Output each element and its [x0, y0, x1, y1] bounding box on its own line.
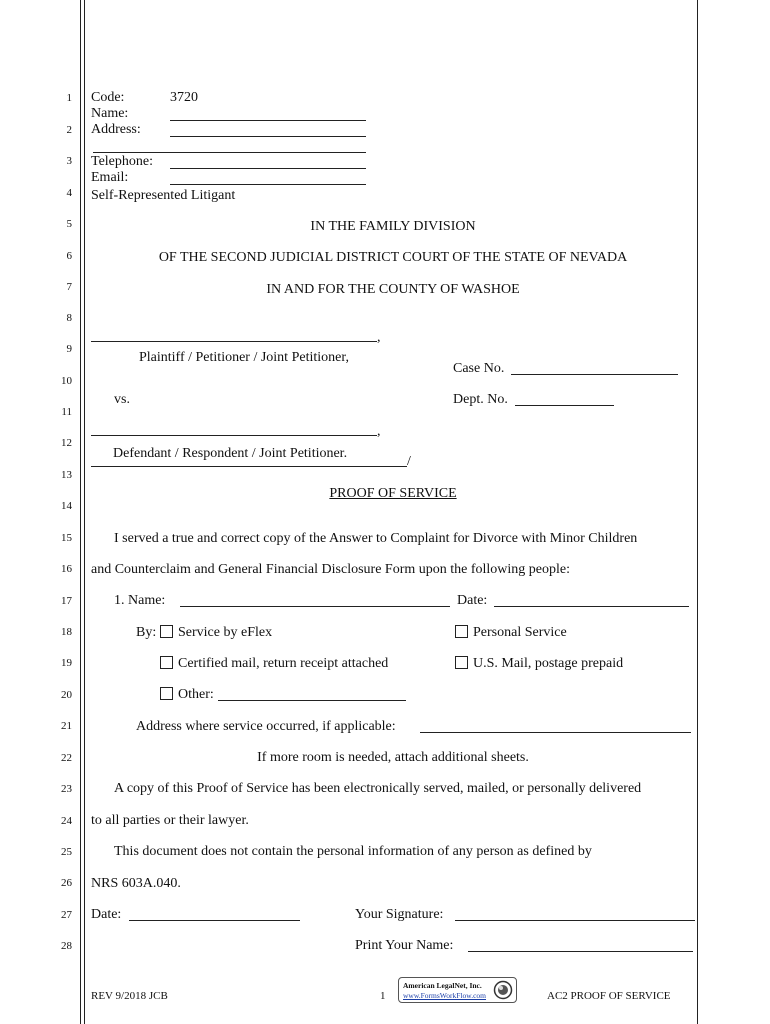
revision-label: REV 9/2018 JCB	[91, 990, 168, 1002]
case-no-label: Case No.	[453, 361, 505, 376]
personal-service-label: Personal Service	[473, 625, 567, 640]
line-number: 2	[66, 124, 72, 136]
line-number: 4	[66, 187, 72, 199]
line-number: 3	[66, 155, 72, 167]
document-title: PROOF OF SERVICE	[329, 486, 457, 501]
print-name-field[interactable]	[468, 951, 693, 952]
line-number: 9	[66, 343, 72, 355]
line-number: 18	[61, 626, 72, 638]
name-label: Name:	[91, 106, 129, 121]
telephone-field[interactable]	[170, 168, 366, 169]
dept-no-label: Dept. No.	[453, 392, 508, 407]
line-number: 14	[61, 500, 72, 512]
delivery-statement-line-1: A copy of this Proof of Service has been electronically served, mailed, or personally delivered	[114, 781, 642, 796]
line-number: 26	[61, 877, 72, 889]
vs-label: vs.	[114, 392, 130, 407]
page-number: 1	[380, 990, 386, 1002]
other-checkbox[interactable]	[160, 687, 173, 700]
service-address-label: Address where service occurred, if applicable:	[136, 719, 396, 734]
certified-mail-label: Certified mail, return receipt attached	[178, 656, 389, 671]
line-number: 28	[61, 940, 72, 952]
publisher-link[interactable]: www.FormsWorkFlow.com	[403, 991, 487, 1000]
address-field[interactable]	[170, 136, 366, 137]
form-name: AC2 PROOF OF SERVICE	[547, 990, 671, 1002]
line-number: 23	[61, 783, 72, 795]
service-statement-line-2: and Counterclaim and General Financial Disclosure Form upon the following people:	[91, 562, 570, 577]
certified-mail-checkbox[interactable]	[160, 656, 173, 669]
email-label: Email:	[91, 170, 129, 185]
line-number: 6	[66, 250, 72, 262]
line-number: 16	[61, 563, 72, 575]
publisher-emblem-icon	[493, 980, 513, 1000]
more-room-note: If more room is needed, attach additional sheets.	[257, 750, 529, 765]
publisher-logo	[398, 977, 517, 1003]
caption-closing-slash: /	[407, 454, 411, 469]
plaintiff-name-field[interactable]	[91, 341, 377, 342]
delivery-statement-line-2: to all parties or their lawyer.	[91, 813, 249, 828]
us-mail-checkbox[interactable]	[455, 656, 468, 669]
other-label: Other:	[178, 687, 214, 702]
address-label: Address:	[91, 122, 141, 137]
line-number: 20	[61, 689, 72, 701]
defendant-label: Defendant / Respondent / Joint Petitioner.	[113, 446, 348, 461]
served-date-field[interactable]	[494, 606, 689, 607]
us-mail-label: U.S. Mail, postage prepaid	[473, 656, 624, 671]
telephone-label: Telephone:	[91, 154, 153, 169]
name-field[interactable]	[170, 120, 366, 121]
signature-date-field[interactable]	[129, 920, 300, 921]
eflex-checkbox[interactable]	[160, 625, 173, 638]
signature-field[interactable]	[455, 920, 695, 921]
plaintiff-label: Plaintiff / Petitioner / Joint Petitioner,	[139, 350, 349, 365]
line-number: 21	[61, 720, 72, 732]
line-number: 5	[66, 218, 72, 230]
code-value: 3720	[170, 90, 198, 105]
line-number: 13	[61, 469, 72, 481]
case-no-field[interactable]	[511, 374, 678, 375]
eflex-label: Service by eFlex	[178, 625, 273, 640]
court-county: IN AND FOR THE COUNTY OF WASHOE	[266, 282, 520, 297]
service-statement-line-1: I served a true and correct copy of the Answer to Complaint for Divorce with Minor Children	[114, 531, 638, 546]
left-margin-rule-2	[84, 0, 85, 1024]
address-field-line-2[interactable]	[93, 152, 366, 153]
line-number: 24	[61, 815, 72, 827]
code-label: Code:	[91, 90, 125, 105]
left-margin-rule-1	[80, 0, 81, 1024]
right-margin-rule	[697, 0, 698, 1024]
line-number: 17	[61, 595, 72, 607]
caption-comma: ,	[377, 330, 381, 345]
print-name-label: Print Your Name:	[355, 938, 454, 953]
line-number: 22	[61, 752, 72, 764]
served-name-field[interactable]	[180, 606, 450, 607]
privacy-statement-line-1: This document does not contain the personal information of any person as defined by	[114, 844, 592, 859]
personal-service-checkbox[interactable]	[455, 625, 468, 638]
line-number: 7	[66, 281, 72, 293]
court-name: OF THE SECOND JUDICIAL DISTRICT COURT OF THE STATE OF NEVADA	[158, 250, 628, 265]
line-number: 25	[61, 846, 72, 858]
signature-date-label: Date:	[91, 907, 122, 922]
line-number: 11	[61, 406, 72, 418]
defendant-name-field[interactable]	[91, 435, 377, 436]
by-label: By:	[136, 625, 157, 640]
line-number: 27	[61, 909, 72, 921]
caption-comma: ,	[377, 424, 381, 439]
served-name-label: 1. Name:	[114, 593, 166, 608]
dept-no-field[interactable]	[515, 405, 614, 406]
other-field[interactable]	[218, 700, 406, 701]
served-date-label: Date:	[457, 593, 488, 608]
litigant-label: Self-Represented Litigant	[91, 188, 236, 203]
line-number: 12	[61, 437, 72, 449]
line-number: 10	[61, 375, 72, 387]
court-division: IN THE FAMILY DIVISION	[310, 219, 476, 234]
service-address-field[interactable]	[420, 732, 691, 733]
publisher-name: American LegalNet, Inc.	[403, 981, 482, 990]
caption-closing-line	[91, 466, 407, 467]
email-field[interactable]	[170, 184, 366, 185]
signature-label: Your Signature:	[355, 907, 444, 922]
privacy-statement-line-2: NRS 603A.040.	[91, 876, 181, 891]
line-number: 19	[61, 657, 72, 669]
line-number: 8	[66, 312, 72, 324]
line-number: 1	[66, 92, 72, 104]
line-number: 15	[61, 532, 72, 544]
